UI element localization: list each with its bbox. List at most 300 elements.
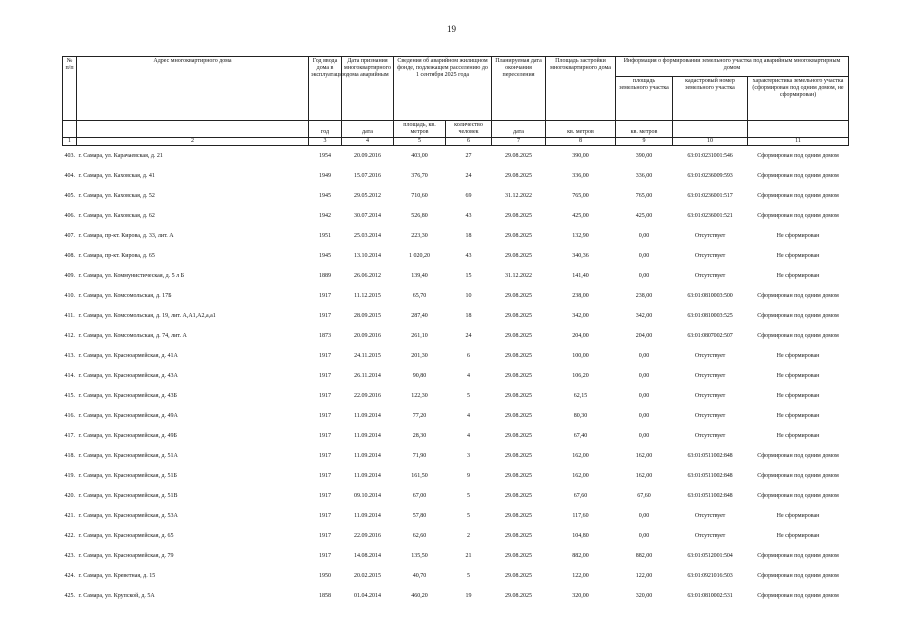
row-planned-date: 31.12.2022 — [505, 272, 532, 279]
row-land-area: 0,00 — [638, 532, 650, 539]
row-land-area: 0,00 — [638, 352, 650, 359]
row-recognition-date: 14.08.2014 — [354, 552, 381, 559]
row-address: г. Самара, ул. Красноармейская, д. 51В — [78, 492, 178, 499]
row-land-status: Не сформирован — [776, 512, 820, 519]
table-row — [63, 406, 849, 426]
column-number: 10 — [673, 138, 748, 146]
row-emergency-area: 1 020,20 — [409, 252, 430, 259]
row-land-status: Сформирован под одним домом — [757, 592, 839, 599]
row-land-status: Сформирован под одним домом — [757, 452, 839, 459]
row-address: г. Самара, ул. Каховская, д. 62 — [78, 212, 155, 219]
row-land-status: Сформирован под одним домом — [748, 146, 849, 167]
row-planned-date: 29.08.2025 — [505, 372, 532, 379]
row-people-count: 9 — [467, 472, 470, 479]
header-address: Адрес многоквартирного дома — [77, 57, 309, 121]
row-building-area: 106,20 — [572, 372, 589, 379]
row-address: г. Самара, ул. Комсомольская, д. 19, лит. А,А1,А2,а,а1 — [78, 312, 216, 319]
row-people-count: 15 — [465, 272, 472, 279]
header-commission-year: Год ввода дома в эксплуатацию — [309, 57, 342, 121]
row-commission-year: 1917 — [319, 352, 331, 359]
row-address: г. Самара, ул. Красноармейская, д. 43А — [78, 372, 178, 379]
row-cadastral-number: Отсутствует — [694, 532, 726, 539]
row-building-area: 882,00 — [572, 552, 589, 559]
row-land-area: 122,00 — [635, 572, 653, 579]
row-planned-date: 29.08.2025 — [505, 352, 532, 359]
row-building-area: 162,00 — [572, 452, 589, 459]
row-land-status: Сформирован под одним домом — [757, 172, 839, 179]
row-address: г. Самара, ул. Красноармейская, д. 43Б — [78, 392, 177, 399]
row-commission-year: 1917 — [319, 432, 331, 439]
row-recognition-date: 26.06.2012 — [354, 272, 381, 279]
row-emergency-area: 67,00 — [412, 492, 427, 499]
row-emergency-area: 710,60 — [411, 192, 428, 199]
row-planned-date: 29.08.2025 — [505, 492, 532, 499]
row-commission-year: 1949 — [319, 172, 331, 179]
emergency-housing-register — [62, 56, 848, 606]
row-people-count: 21 — [465, 552, 472, 559]
header-cadastral-number: кадастровый номер земельного участка — [673, 77, 748, 121]
row-building-area: 117,60 — [572, 512, 589, 519]
row-number: 407. — [64, 232, 75, 239]
row-number: 403. — [63, 146, 77, 167]
row-people-count: 43 — [465, 252, 472, 259]
table-row — [63, 526, 849, 546]
table-row — [63, 146, 849, 167]
row-cadastral-number: Отсутствует — [694, 372, 726, 379]
row-cadastral-number: Отсутствует — [694, 412, 726, 419]
row-emergency-area: 161,50 — [411, 472, 428, 479]
row-number: 409. — [64, 272, 75, 279]
table-row — [63, 426, 849, 446]
row-planned-date: 29.08.2025 — [505, 552, 532, 559]
row-recognition-date: 24.11.2015 — [354, 352, 381, 359]
row-address: г. Самара, ул. Каховская, д. 52 — [78, 192, 155, 199]
row-number: 413. — [64, 352, 75, 359]
row-land-status: Сформирован под одним домом — [757, 572, 839, 579]
row-emergency-area: 122,30 — [411, 392, 428, 399]
row-building-area: 62,15 — [573, 392, 588, 399]
row-address: г. Самара, пр-кт. Кирова, д. 33, лит. А — [78, 232, 174, 239]
row-cadastral-number: Отсутствует — [694, 252, 726, 259]
row-land-area: 390,00 — [616, 146, 673, 167]
row-address: г. Самара, ул. Красноармейская, д. 65 — [78, 532, 174, 539]
row-land-area: 0,00 — [638, 432, 650, 439]
row-cadastral-number: Отсутствует — [694, 272, 726, 279]
row-building-area: 67,60 — [573, 492, 588, 499]
column-number: 5 — [394, 138, 446, 146]
table-row — [63, 566, 849, 586]
unit-people: количество человек — [446, 121, 492, 138]
table-row — [63, 166, 849, 186]
row-emergency-area: 77,20 — [412, 412, 427, 419]
unit-building-area: кв. метров — [546, 121, 616, 138]
row-building-area: 204,00 — [572, 332, 589, 339]
row-people-count: 18 — [465, 312, 472, 319]
row-emergency-area: 403,00 — [394, 146, 446, 167]
row-land-status: Сформирован под одним домом — [757, 332, 839, 339]
row-land-status: Сформирован под одним домом — [757, 292, 839, 299]
row-emergency-area: 201,30 — [411, 352, 428, 359]
row-address: г. Самара, ул. Крупской, д. 5А — [78, 592, 155, 599]
row-address: г. Самара, ул. Красноармейская, д. 79 — [78, 552, 174, 559]
table-row — [63, 286, 849, 306]
row-people-count: 5 — [467, 392, 470, 399]
table-row — [63, 466, 849, 486]
row-cadastral-number: 63:01:0511002:848 — [687, 452, 733, 459]
row-cadastral-number: 63:01:0810003:500 — [687, 292, 733, 299]
row-land-status: Не сформирован — [776, 252, 820, 259]
row-planned-date: 29.08.2025 — [505, 232, 532, 239]
row-commission-year: 1917 — [319, 532, 331, 539]
row-land-status: Сформирован под одним домом — [757, 312, 839, 319]
unit-area: площадь, кв. метров — [394, 121, 446, 138]
row-recognition-date: 22.09.2016 — [354, 532, 381, 539]
row-address: г. Самара, ул. Красноармейская, д. 41А — [78, 352, 178, 359]
row-cadastral-number: 63:01:0231001:546 — [673, 146, 748, 167]
row-address: г. Самара, ул. Креветная, д. 15 — [78, 572, 156, 579]
row-number: 418. — [64, 452, 75, 459]
row-number: 416. — [64, 412, 75, 419]
table-row — [63, 246, 849, 266]
row-cadastral-number: 63:01:0236009:593 — [687, 172, 733, 179]
row-land-area: 204,00 — [635, 332, 653, 339]
table-row — [63, 506, 849, 526]
row-land-status: Сформирован под одним домом — [757, 492, 839, 499]
row-address: г. Самара, ул. Комсомольская, д. 17Б — [78, 292, 172, 299]
row-land-area: 0,00 — [638, 252, 650, 259]
row-people-count: 18 — [465, 232, 472, 239]
row-land-area: 765,00 — [635, 192, 653, 199]
row-people-count: 10 — [465, 292, 472, 299]
row-recognition-date: 01.04.2014 — [354, 592, 381, 599]
unit-year: год — [309, 121, 342, 138]
row-cadastral-number: Отсутствует — [694, 432, 726, 439]
row-planned-date: 29.08.2025 — [505, 432, 532, 439]
row-recognition-date: 11.09.2014 — [354, 472, 381, 479]
header-emergency-fund: Сведения об аварийном жилищном фонде, подлежащем расселению до 1 сентября 2025 года — [394, 57, 492, 121]
row-building-area: 765,00 — [572, 192, 589, 199]
row-number: 411. — [64, 312, 75, 319]
row-land-area: 0,00 — [638, 412, 650, 419]
row-building-area: 320,00 — [572, 592, 589, 599]
header-number: № п/п — [63, 57, 77, 121]
header-land-area: площадь земельного участка — [616, 77, 673, 121]
row-recognition-date: 11.09.2014 — [354, 512, 381, 519]
row-recognition-date: 15.07.2016 — [354, 172, 381, 179]
row-emergency-area: 526,80 — [411, 212, 428, 219]
row-number: 412. — [64, 332, 75, 339]
row-land-status: Не сформирован — [776, 232, 820, 239]
column-number: 1 — [63, 138, 77, 146]
register-table — [62, 56, 849, 606]
row-recognition-date: 09.10.2014 — [354, 492, 381, 499]
row-land-status: Сформирован под одним домом — [757, 192, 839, 199]
row-emergency-area: 223,30 — [411, 232, 428, 239]
row-planned-date: 29.08.2025 — [505, 332, 532, 339]
row-land-area: 67,60 — [637, 492, 651, 499]
row-commission-year: 1917 — [319, 452, 331, 459]
row-commission-year: 1917 — [319, 312, 331, 319]
header-land-plot-info: Информация о формировании земельного участка под аварийным многоквартирным домом — [616, 57, 849, 77]
column-number: 11 — [748, 138, 849, 146]
row-land-area: 238,00 — [635, 292, 653, 299]
row-land-area: 425,00 — [635, 212, 653, 219]
row-number: 423. — [64, 552, 75, 559]
row-building-area: 342,00 — [572, 312, 589, 319]
row-planned-date: 29.08.2025 — [505, 592, 532, 599]
column-number: 2 — [77, 138, 309, 146]
row-address: г. Самара, ул. Каховская, д. 41 — [78, 172, 155, 179]
row-cadastral-number: 63:01:0511002:848 — [687, 472, 733, 479]
row-building-area: 162,00 — [572, 472, 589, 479]
row-people-count: 2 — [467, 532, 470, 539]
row-emergency-area: 261,10 — [411, 332, 428, 339]
row-planned-date: 29.08.2025 — [505, 292, 532, 299]
row-land-area: 0,00 — [638, 372, 650, 379]
column-number: 7 — [492, 138, 546, 146]
row-recognition-date: 20.09.2016 — [354, 332, 381, 339]
table-row — [63, 346, 849, 366]
row-commission-year: 1917 — [319, 492, 331, 499]
unit-empty — [748, 121, 849, 138]
row-number: 410. — [64, 292, 75, 299]
table-row — [63, 586, 849, 606]
unit-empty — [673, 121, 748, 138]
row-land-area: 320,00 — [635, 592, 653, 599]
page-number: 19 — [447, 24, 456, 34]
row-planned-date: 29.08.2025 — [505, 572, 532, 579]
row-building-area: 336,00 — [572, 172, 589, 179]
row-emergency-area: 376,70 — [411, 172, 428, 179]
row-land-area: 0,00 — [638, 232, 650, 239]
row-commission-year: 1858 — [319, 592, 331, 599]
row-recognition-date: 11.09.2014 — [354, 452, 381, 459]
row-planned-date: 29.08.2025 — [505, 412, 532, 419]
row-emergency-area: 90,80 — [412, 372, 427, 379]
column-number: 9 — [616, 138, 673, 146]
row-land-area: 336,00 — [635, 172, 653, 179]
row-people-count: 5 — [467, 572, 470, 579]
row-planned-date: 29.08.2025 — [505, 312, 532, 319]
row-commission-year: 1951 — [319, 232, 331, 239]
row-planned-date: 29.08.2025 — [505, 172, 532, 179]
table-row — [63, 446, 849, 466]
table-row — [63, 546, 849, 566]
row-number: 406. — [64, 212, 75, 219]
row-land-status: Не сформирован — [776, 352, 820, 359]
row-land-status: Не сформирован — [776, 432, 820, 439]
row-people-count: 6 — [467, 352, 470, 359]
row-people-count: 5 — [467, 512, 470, 519]
header-building-area: Площадь застройки многоквартирного дома — [546, 57, 616, 121]
row-address: г. Самара, ул. Карачаевская, д. 21 — [77, 146, 309, 167]
row-address: г. Самара, пр-кт. Кирова, д. 65 — [78, 252, 155, 259]
row-building-area: 141,40 — [572, 272, 589, 279]
row-recognition-date: 29.05.2012 — [354, 192, 381, 199]
row-commission-year: 1945 — [319, 252, 331, 259]
row-recognition-date: 11.09.2014 — [354, 412, 381, 419]
row-cadastral-number: 63:01:0512001:504 — [687, 552, 733, 559]
row-address: г. Самара, ул. Красноармейская, д. 51Б — [78, 472, 177, 479]
row-land-status: Сформирован под одним домом — [757, 472, 839, 479]
row-commission-year: 1917 — [319, 412, 331, 419]
row-number: 422. — [64, 532, 75, 539]
row-number: 408. — [64, 252, 75, 259]
row-building-area: 238,00 — [572, 292, 589, 299]
row-recognition-date: 11.09.2014 — [354, 432, 381, 439]
row-recognition-date: 20.09.2016 — [342, 146, 394, 167]
row-commission-year: 1917 — [319, 372, 331, 379]
row-land-status: Сформирован под одним домом — [757, 212, 839, 219]
row-cadastral-number: 63:01:0810003:525 — [687, 312, 733, 319]
row-planned-date: 29.08.2025 — [505, 532, 532, 539]
row-commission-year: 1917 — [319, 472, 331, 479]
row-land-area: 0,00 — [638, 512, 650, 519]
row-planned-date: 31.12.2022 — [505, 192, 532, 199]
column-number: 3 — [309, 138, 342, 146]
row-commission-year: 1954 — [309, 146, 342, 167]
table-row — [63, 186, 849, 206]
row-planned-date: 29.08.2025 — [505, 512, 532, 519]
row-cadastral-number: 63:01:0236001:521 — [687, 212, 733, 219]
row-commission-year: 1917 — [319, 392, 331, 399]
row-people-count: 4 — [467, 432, 470, 439]
row-land-status: Сформирован под одним домом — [757, 552, 839, 559]
row-recognition-date: 25.03.2014 — [354, 232, 381, 239]
table-row — [63, 266, 849, 286]
row-number: 417. — [64, 432, 75, 439]
row-land-status: Не сформирован — [776, 412, 820, 419]
header-land-characteristic: характеристика земельного участка (сформирован под одним домом, не сформирован) — [748, 77, 849, 121]
row-number: 405. — [64, 192, 75, 199]
row-land-area: 882,00 — [635, 552, 653, 559]
row-land-area: 0,00 — [638, 272, 650, 279]
row-commission-year: 1917 — [319, 552, 331, 559]
row-emergency-area: 40,70 — [412, 572, 427, 579]
table-row — [63, 306, 849, 326]
row-people-count: 3 — [467, 452, 470, 459]
row-land-status: Не сформирован — [776, 372, 820, 379]
row-commission-year: 1945 — [319, 192, 331, 199]
row-land-status: Не сформирован — [776, 272, 820, 279]
register-body — [63, 146, 849, 607]
unit-land-area: кв. метров — [616, 121, 673, 138]
table-row — [63, 206, 849, 226]
table-row — [63, 226, 849, 246]
unit-empty — [63, 121, 77, 138]
column-number: 6 — [446, 138, 492, 146]
row-commission-year: 1873 — [319, 332, 331, 339]
row-emergency-area: 28,30 — [412, 432, 427, 439]
row-cadastral-number: Отсутствует — [694, 352, 726, 359]
unit-date: дата — [342, 121, 394, 138]
row-address: г. Самара, ул. Красноармейская, д. 51А — [78, 452, 178, 459]
row-emergency-area: 460,20 — [411, 592, 428, 599]
row-people-count: 69 — [465, 192, 472, 199]
row-building-area: 104,80 — [572, 532, 589, 539]
row-planned-date: 29.08.2025 — [492, 146, 546, 167]
row-commission-year: 1889 — [319, 272, 331, 279]
row-recognition-date: 11.12.2015 — [354, 292, 381, 299]
row-number: 420. — [64, 492, 75, 499]
row-people-count: 27 — [446, 146, 492, 167]
header-planned-date: Планируемая дата окончания переселения — [492, 57, 546, 121]
row-building-area: 132,90 — [572, 232, 589, 239]
table-row — [63, 486, 849, 506]
row-cadastral-number: Отсутствует — [694, 232, 726, 239]
row-building-area: 425,00 — [572, 212, 589, 219]
row-cadastral-number: Отсутствует — [694, 392, 726, 399]
row-cadastral-number: 63:01:0807002:507 — [687, 332, 733, 339]
row-address: г. Самара, ул. Комсомольская, д. 74, лит. А — [78, 332, 187, 339]
row-planned-date: 29.08.2025 — [505, 392, 532, 399]
row-land-area: 342,00 — [635, 312, 653, 319]
row-recognition-date: 30.07.2014 — [354, 212, 381, 219]
row-commission-year: 1942 — [319, 212, 331, 219]
row-commission-year: 1950 — [319, 572, 331, 579]
row-number: 414. — [64, 372, 75, 379]
unit-planned-date: дата — [492, 121, 546, 138]
column-number: 8 — [546, 138, 616, 146]
row-cadastral-number: Отсутствует — [694, 512, 726, 519]
row-cadastral-number: 63:01:0511002:848 — [687, 492, 733, 499]
row-recognition-date: 20.02.2015 — [354, 572, 381, 579]
row-building-area: 122,00 — [572, 572, 589, 579]
row-emergency-area: 62,60 — [412, 532, 427, 539]
row-planned-date: 29.08.2025 — [505, 472, 532, 479]
row-cadastral-number: 63:01:0236001:517 — [687, 192, 733, 199]
row-land-status: Не сформирован — [776, 532, 820, 539]
row-people-count: 19 — [465, 592, 472, 599]
row-address: г. Самара, ул. Коммунистическая, д. 5 л Б — [78, 272, 185, 279]
row-emergency-area: 287,40 — [411, 312, 428, 319]
row-number: 424. — [64, 572, 75, 579]
row-land-area: 0,00 — [638, 392, 650, 399]
row-building-area: 100,00 — [572, 352, 589, 359]
row-commission-year: 1917 — [319, 292, 331, 299]
row-emergency-area: 71,90 — [412, 452, 427, 459]
row-emergency-area: 65,70 — [412, 292, 427, 299]
row-commission-year: 1917 — [319, 512, 331, 519]
row-address: г. Самара, ул. Красноармейская, д. 49А — [78, 412, 178, 419]
row-cadastral-number: 63:01:0810002:531 — [687, 592, 733, 599]
table-row — [63, 366, 849, 386]
row-address: г. Самара, ул. Красноармейская, д. 53А — [78, 512, 178, 519]
row-number: 421. — [64, 512, 75, 519]
row-recognition-date: 13.10.2014 — [354, 252, 381, 259]
header-recognition-date: Дата признания многоквартирного дома аварийным — [342, 57, 394, 121]
row-people-count: 5 — [467, 492, 470, 499]
row-people-count: 24 — [465, 332, 472, 339]
row-people-count: 4 — [467, 412, 470, 419]
row-land-area: 162,00 — [635, 452, 653, 459]
row-cadastral-number: 63:01:0921016:503 — [687, 572, 733, 579]
row-number: 419. — [64, 472, 75, 479]
row-people-count: 24 — [465, 172, 472, 179]
table-row — [63, 326, 849, 346]
row-recognition-date: 22.09.2016 — [354, 392, 381, 399]
row-planned-date: 29.08.2025 — [505, 252, 532, 259]
row-emergency-area: 139,40 — [411, 272, 428, 279]
row-planned-date: 29.08.2025 — [505, 452, 532, 459]
row-building-area: 67,40 — [573, 432, 588, 439]
row-recognition-date: 28.09.2015 — [354, 312, 381, 319]
row-land-status: Не сформирован — [776, 392, 820, 399]
row-emergency-area: 135,50 — [411, 552, 428, 559]
row-number: 415. — [64, 392, 75, 399]
row-number: 404. — [64, 172, 75, 179]
row-number: 425. — [64, 592, 75, 599]
